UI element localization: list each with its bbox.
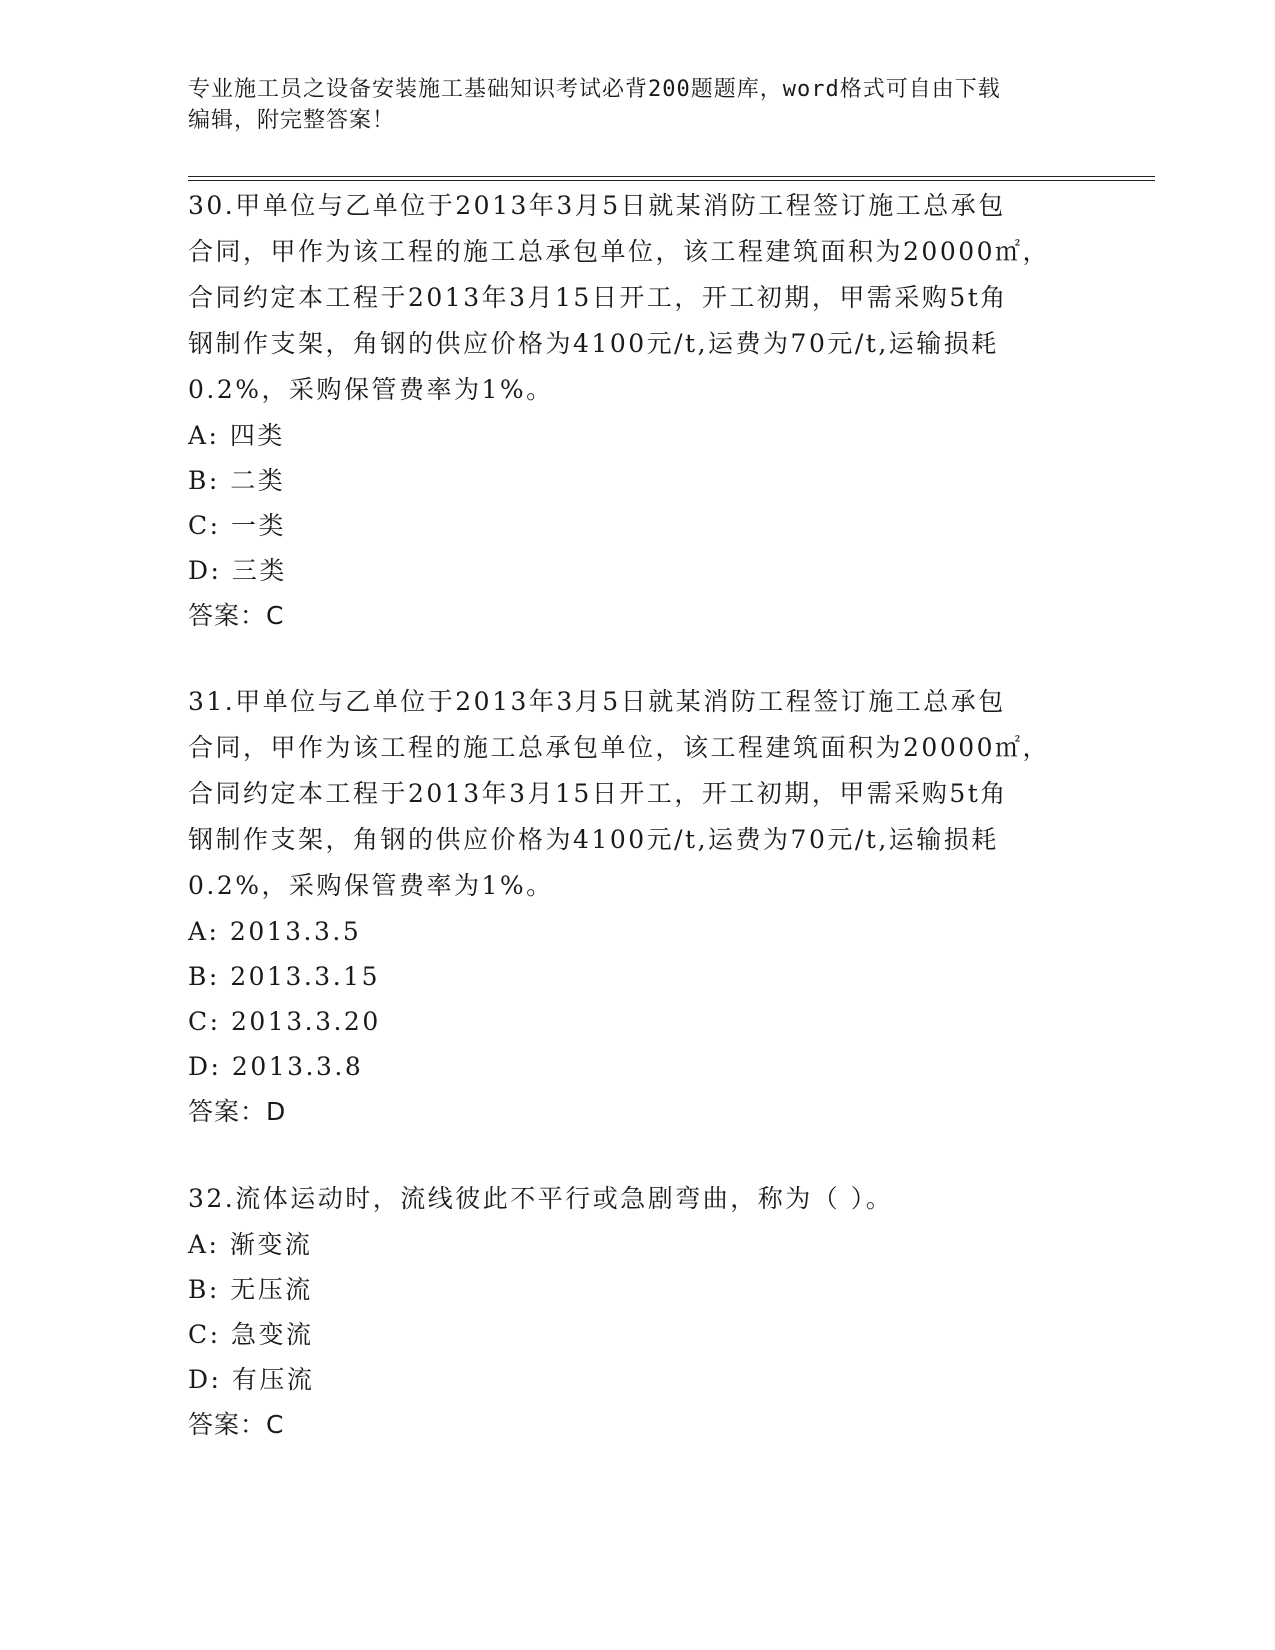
stem-line: 30.甲单位与乙单位于2013年3月5日就某消防工程签订施工总承包	[188, 191, 1006, 220]
stem-line: 合同，甲作为该工程的施工总承包单位，该工程建筑面积为20000㎡，	[188, 237, 1051, 266]
option-c: C: 一类	[188, 511, 286, 540]
stem-line: 31.甲单位与乙单位于2013年3月5日就某消防工程签订施工总承包	[188, 687, 1006, 716]
option-b: B: 二类	[188, 466, 286, 495]
question-31	[188, 679, 1088, 1135]
option-c: C: 2013.3.20	[188, 1007, 381, 1036]
option-b: B: 2013.3.15	[188, 962, 380, 991]
answer: 答案：C	[188, 601, 285, 630]
option-a: A: 渐变流	[188, 1230, 313, 1259]
answer: 答案：C	[188, 1410, 285, 1439]
option-c: C: 急变流	[188, 1320, 314, 1349]
stem-line: 钢制作支架，角钢的供应价格为4100元/t,运费为70元/t,运输损耗	[188, 825, 999, 854]
option-d: D: 三类	[188, 556, 287, 585]
question-32	[188, 1176, 1088, 1448]
stem-line: 合同约定本工程于2013年3月15日开工，开工初期，甲需采购5t角	[188, 283, 1008, 312]
stem-line: 0.2%，采购保管费率为1%。	[188, 871, 554, 900]
document-header	[188, 74, 1088, 136]
answer: 答案：D	[188, 1097, 287, 1126]
stem-line: 32.流体运动时，流线彼此不平行或急剧弯曲，称为（ ）。	[188, 1184, 894, 1213]
option-a: A: 2013.3.5	[188, 917, 362, 946]
stem-line: 合同，甲作为该工程的施工总承包单位，该工程建筑面积为20000㎡，	[188, 733, 1051, 762]
question-stem	[188, 1176, 1088, 1222]
option-a: A: 四类	[188, 421, 285, 450]
header-title-line-2: 编辑，附完整答案！	[188, 108, 396, 133]
option-d: D: 2013.3.8	[188, 1052, 364, 1081]
stem-line: 合同约定本工程于2013年3月15日开工，开工初期，甲需采购5t角	[188, 779, 1008, 808]
question-stem	[188, 183, 1088, 413]
option-d: D: 有压流	[188, 1365, 315, 1394]
stem-line: 钢制作支架，角钢的供应价格为4100元/t,运费为70元/t,运输损耗	[188, 329, 999, 358]
stem-line: 0.2%，采购保管费率为1%。	[188, 375, 554, 404]
header-title-line-1: 专业施工员之设备安装施工基础知识考试必背200题题库，word格式可自由下载	[188, 77, 1001, 102]
question-stem	[188, 679, 1088, 909]
header-divider	[188, 176, 1155, 181]
option-b: B: 无压流	[188, 1275, 313, 1304]
question-30	[188, 183, 1088, 639]
